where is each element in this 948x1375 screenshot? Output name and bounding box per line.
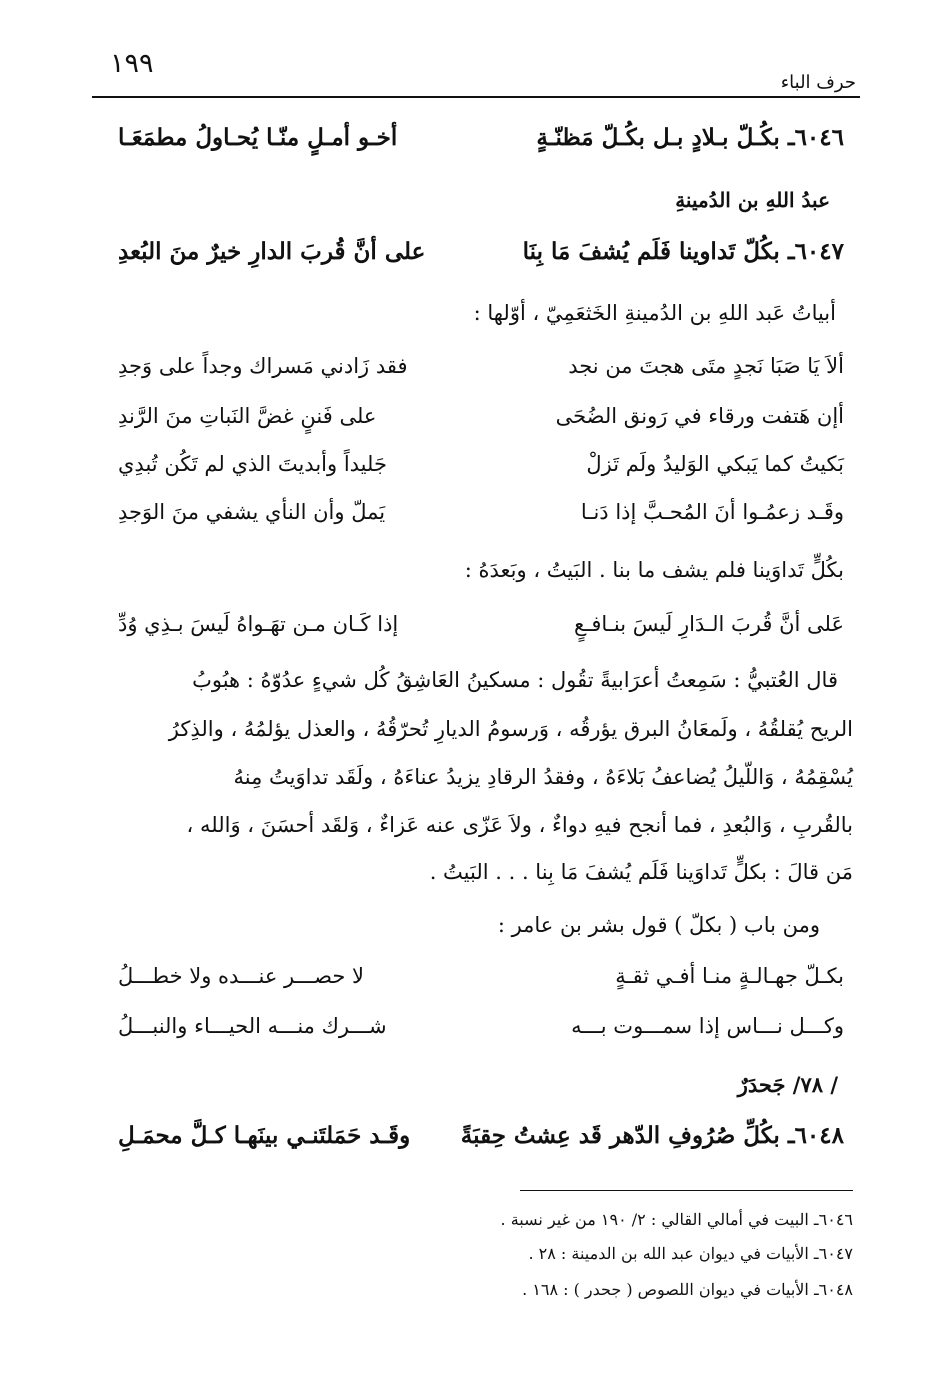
- verse-line-left: جَليداً وأبديتَ الذي لم تَكُن تُبدِي: [118, 452, 387, 476]
- verse-6048-right: ٦٠٤٨ـ بكُلِّ صُرُوفِ الدّهر قَد عِشتُ حِقبَةً: [460, 1122, 844, 1149]
- footnote: ٦٠٤٧ـ الأبيات في ديوان عبد الله بن الدمينة : ٢٨ .: [528, 1244, 853, 1263]
- verse-line-right: عَلى أنَّ قُربَ الـدَارِ لَيسَ بنـافـعٍ: [573, 612, 844, 636]
- header-rule: [92, 96, 860, 98]
- page-number: ١٩٩: [110, 48, 154, 79]
- prose-line: الريح يُقلقُهُ ، ولَمعَانُ البرق يؤرقُه ، وَرسومُ الديارِ تُحرّقُهُ ، والعذل يؤلمُهُ ، والذِكرُ: [168, 717, 853, 741]
- chapter-title: حرف الباء: [780, 72, 856, 93]
- verse-line-left: إذا كَـان مـن تهَـواهُ لَيسَ بـذِي وُدِّ: [118, 612, 399, 636]
- verse-line-left: لا حصـــر عنـــده ولا خطـــلُ: [118, 964, 364, 988]
- after-note: بكُلٍّ تَداوَينا فلم يشف ما بنا . البَيتُ ، وبَعدَهُ :: [464, 558, 844, 582]
- footnote-rule: [520, 1190, 853, 1191]
- prose-line: بالقُربِ ، وَالبُعدِ ، فما أنجح فيهِ دواءٌ ، ولاَ عَزّى عنه عَزاءٌ ، وَلقَد أحسَنَ ، وَالله ،: [186, 813, 853, 837]
- prose-line: قال العُتبيُّ : سَمِعتُ أعرَابيةً تقُول : مسكينُ العَاشِقُ كُل شيءٍ عدُوّهُ : هبُوبُ: [192, 668, 838, 692]
- bab-intro: ومن باب ( بكلّ ) قول بشر بن عامر :: [497, 913, 820, 937]
- verse-line-right: ألاَ يَا صَبَا نَجدٍ متَى هجتَ من نجد: [568, 354, 844, 378]
- verse-6047-right: ٦٠٤٧ـ بكُلّ تَداوينا فَلَم يُشفَ مَا بِنَا: [522, 238, 844, 265]
- verse-6048-left: وقَـد حَمَلتَنـي بينَهـا كـلَّ محمَـلِ: [118, 1122, 411, 1149]
- verse-6046-right: ٦٠٤٦ـ بكُـلّ بـلادٍ بـل بكُـلّ مَظنّـةٍ: [536, 124, 844, 151]
- prose-line: يُسْقِمُهُ ، وَاللّيلُ يُضاعفُ بَلاءَهُ ، وفقدُ الرقادِ يزيدُ عناءَهُ ، ولَقَد تداوَيتُ مِنهُ: [233, 765, 853, 789]
- verse-line-left: يَملّ وأن النأي يشفي منَ الوَجدِ: [118, 500, 386, 524]
- verse-line-right: بَكيتُ كما يَبكي الوَليدُ ولَم تَزلْ: [586, 452, 844, 476]
- verse-line-right: أإن هَتفت ورقاء في رَونق الضُحَى: [555, 404, 844, 428]
- verse-6047-left: على أنَّ قُربَ الدارِ خيرٌ منَ البُعدِ: [118, 238, 426, 265]
- section-heading: / ٧٨/ جَحدَرٌ: [737, 1072, 838, 1097]
- verse-line-right: وكـــل نـــاس إذا سمـــوت بـــه: [571, 1014, 844, 1038]
- verse-line-right: بكـلّ جهـالـةٍ منـا أفـي ثقـةٍ: [615, 964, 844, 988]
- verse-line-left: فقد زَادني مَسراك وجداً على وَجدِ: [118, 354, 408, 378]
- prose-line: مَن قالَ : بكلٍّ تَداوَينا فَلَم يُشفَ مَا بِنا . . . البَيتُ .: [429, 860, 853, 884]
- verse-line-left: شـــرك منـــه الحيـــاء والنبـــلُ: [118, 1014, 387, 1038]
- footnote: ٦٠٤٨ـ الأبيات في ديوان اللصوص ( جحدر ) : ١٦٨ .: [522, 1280, 853, 1299]
- footnote: ٦٠٤٦ـ البيت في أمالي القالي : ٢/ ١٩٠ من غير نسبة .: [500, 1210, 853, 1229]
- verse-6046-left: أخـو أمـلٍ منّـا يُحـاولُ مطمَعَـا: [118, 124, 398, 151]
- attribution-6047: عبدُ اللهِ بن الدُمينةِ: [675, 188, 830, 212]
- verse-line-right: وقَـد زعمُـوا أنَ المُحـبَّ إذا دَنـا: [580, 500, 844, 524]
- intro-6047: أبياتُ عَبد اللهِ بن الدُمينةِ الخَثعَمِيّ ، أوّلها :: [473, 301, 836, 325]
- verse-line-left: على فَننٍ غضَّ النَباتِ منَ الرَّندِ: [118, 404, 377, 428]
